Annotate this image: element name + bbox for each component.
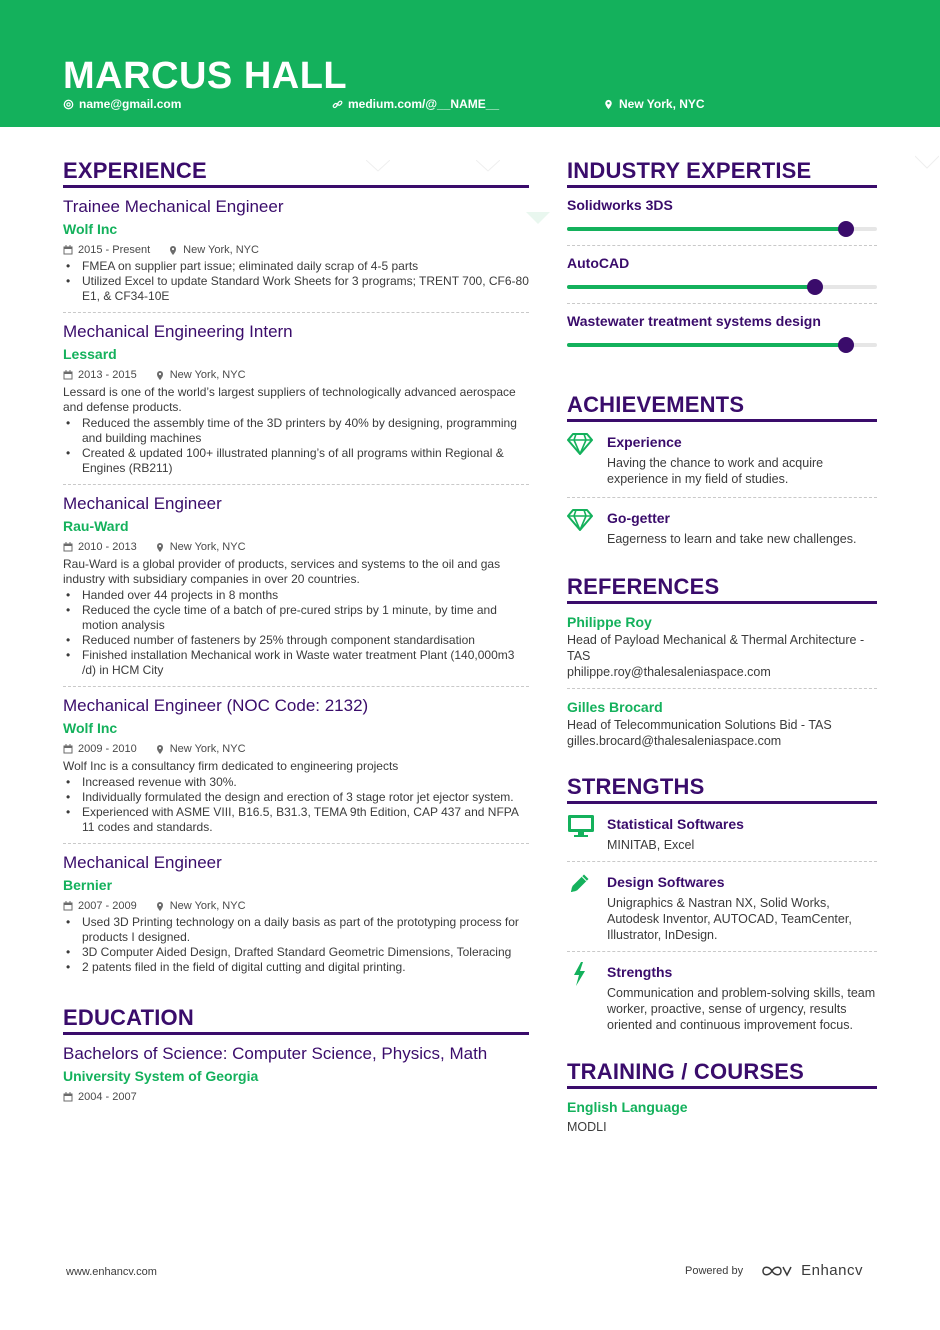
company-name: Rau-Ward — [63, 518, 129, 534]
calendar-icon — [63, 1092, 73, 1102]
email-contact[interactable] — [63, 97, 181, 111]
job-meta — [63, 367, 529, 383]
expertise-list — [567, 188, 877, 361]
enhancv-logo-icon — [761, 1263, 793, 1279]
job-location — [155, 898, 246, 914]
achievement-description: Having the chance to work and acquire experience in my field of studies. — [607, 456, 824, 486]
bullet-item: • Experienced with ASME VIII, B16.5, B31.3, TEMA 9th Edition, CAP 437 and NFPA 11 codes and standards. — [63, 805, 529, 835]
education-meta — [63, 1089, 529, 1105]
achievements-heading: ACHIEVEMENTS — [567, 392, 877, 422]
link-icon — [332, 99, 343, 110]
location-pin-icon — [155, 370, 165, 380]
skill-level-fill — [567, 343, 846, 347]
strength-description: Communication and problem-solving skills, team worker, proactive, sense of urgency, results oriented and continuous improvement focus. — [607, 986, 876, 1032]
strengths-heading: STRENGTHS — [567, 774, 877, 804]
education-entry — [63, 1035, 529, 1113]
skill-level-bar — [567, 343, 877, 347]
job-dates — [63, 539, 137, 555]
job-dates — [63, 242, 150, 258]
skill-level-marker — [838, 337, 854, 353]
reference-email[interactable]: philippe.roy@thalesaleniaspace.com — [567, 665, 771, 679]
bullet-item: • Increased revenue with 30%. — [63, 775, 529, 790]
education-dates — [63, 1089, 137, 1105]
job-title: Mechanical Engineer — [63, 494, 222, 513]
strength-title: Statistical Softwares — [607, 816, 744, 832]
achievement-title: Experience — [607, 434, 682, 450]
footer-website[interactable]: www.enhancv.com — [66, 1266, 157, 1278]
experience-entry — [63, 313, 529, 485]
job-dates — [63, 367, 137, 383]
bullet-item: • Finished installation Mechanical work in Waste water treatment Plant (140,000m3 /d) in HCM City — [63, 648, 529, 678]
strength-item — [567, 862, 877, 952]
achievement-icon-wrap — [567, 432, 607, 487]
references-heading: REFERENCES — [567, 574, 877, 604]
job-location-text: New York, NYC — [169, 541, 246, 553]
experience-list — [63, 188, 529, 983]
job-meta — [63, 898, 529, 914]
strength-item — [567, 804, 877, 862]
education-heading: EDUCATION — [63, 1005, 529, 1035]
location-pin-icon — [603, 99, 614, 110]
bullet-item: • 2 patents filed in the field of digital cutting and digital printing. — [63, 960, 529, 975]
website-contact[interactable] — [332, 97, 499, 111]
location-pin-icon — [155, 744, 165, 754]
achievement-item — [567, 498, 877, 557]
location-pin-icon — [155, 901, 165, 911]
diamond-icon — [567, 508, 593, 532]
achievement-item — [567, 422, 877, 498]
footer-branding[interactable] — [685, 1262, 863, 1279]
job-dates — [63, 898, 137, 914]
degree-title: Bachelors of Science: Computer Science, Physics, Math — [63, 1044, 488, 1063]
course-name: English Language — [567, 1099, 688, 1115]
calendar-icon — [63, 901, 73, 911]
strength-icon-wrap — [567, 814, 607, 853]
references-list — [567, 604, 877, 757]
skill-name: Solidworks 3DS — [567, 197, 673, 213]
email-text: name@gmail.com — [79, 97, 182, 111]
bullet-item: • Individually formulated the design and erection of 3 stage rotor jet ejector system. — [63, 790, 529, 805]
job-bullets — [63, 588, 529, 678]
job-meta — [63, 741, 529, 757]
calendar-icon — [63, 744, 73, 754]
strengths-list — [567, 804, 877, 1041]
achievement-body — [607, 432, 877, 487]
bullet-item: • Reduced the assembly time of the 3D printers by 40% by designing, programming and building machines — [63, 416, 529, 446]
job-title: Mechanical Engineer — [63, 853, 222, 872]
course-organization: MODLI — [567, 1120, 607, 1134]
school-name: University System of Georgia — [63, 1068, 259, 1084]
job-location-text: New York, NYC — [169, 900, 246, 912]
strength-icon-wrap — [567, 872, 607, 943]
job-location — [168, 242, 259, 258]
job-title: Mechanical Engineer (NOC Code: 2132) — [63, 696, 369, 715]
bullet-item: • 3D Computer Aided Design, Drafted Standard Geometric Dimensions, Toleracing — [63, 945, 529, 960]
reference-name: Philippe Roy — [567, 614, 652, 630]
strength-item — [567, 952, 877, 1041]
job-description: Lessard is one of the world’s largest suppliers of technologically advanced aerospace and defense products. — [63, 385, 516, 414]
diamond-icon — [567, 432, 593, 456]
job-description: Wolf Inc is a consultancy firm dedicated to engineering projects — [63, 759, 399, 773]
lightning-icon — [567, 962, 595, 986]
skill-name: Wastewater treatment systems design — [567, 313, 821, 329]
calendar-icon — [63, 542, 73, 552]
calendar-icon — [63, 370, 73, 380]
job-location — [155, 741, 246, 757]
pencil-icon — [567, 872, 595, 896]
job-dates-text: 2015 - Present — [78, 244, 151, 256]
strength-description: Unigraphics & Nastran NX, Solid Works, Autodesk Inventor, AUTOCAD, TeamCenter, Illustrator, InDesign. — [607, 896, 852, 942]
at-icon — [63, 99, 74, 110]
job-title: Mechanical Engineering Intern — [63, 322, 293, 341]
job-bullets — [63, 416, 529, 476]
reference-role: Head of Telecommunication Solutions Bid - TAS — [567, 718, 832, 732]
bullet-item: • Handed over 44 projects in 8 months — [63, 588, 529, 603]
achievements-list — [567, 422, 877, 557]
job-location — [155, 539, 246, 555]
website-text: medium.com/@__NAME__ — [348, 97, 500, 111]
bullet-item: • Created & updated 100+ illustrated planning’s of all programs within Regional & Engines (RB211) — [63, 446, 529, 476]
job-dates-text: 2007 - 2009 — [78, 900, 137, 912]
reference-email[interactable]: gilles.brocard@thalesaleniaspace.com — [567, 734, 782, 748]
bullet-item: • Used 3D Printing technology on a daily basis as part of the prototyping process for products I designed. — [63, 915, 529, 945]
company-name: Wolf Inc — [63, 720, 118, 736]
experience-entry — [63, 687, 529, 844]
skill-item — [567, 304, 877, 361]
bullet-item: • FMEA on supplier part issue; eliminated daily scrap of 4-5 parts — [63, 259, 529, 274]
strength-title: Strengths — [607, 964, 673, 980]
job-meta — [63, 242, 529, 258]
skill-level-marker — [838, 221, 854, 237]
header-banner — [0, 0, 940, 127]
job-location-text: New York, NYC — [183, 244, 259, 256]
strength-body — [607, 962, 877, 1033]
job-bullets — [63, 775, 529, 835]
training-heading: TRAINING / COURSES — [567, 1059, 877, 1089]
job-bullets — [63, 259, 529, 304]
location-text: New York, NYC — [619, 97, 705, 111]
job-location — [155, 367, 246, 383]
powered-by-text: Powered by — [685, 1264, 744, 1277]
company-name: Lessard — [63, 346, 117, 362]
education-dates-text: 2004 - 2007 — [78, 1091, 137, 1103]
skill-name: AutoCAD — [567, 255, 630, 271]
experience-entry — [63, 188, 529, 313]
bullet-item: • Reduced the cycle time of a batch of pre-cured strips by 1 minute, by time and motion analysis — [63, 603, 529, 633]
achievement-icon-wrap — [567, 508, 607, 547]
skill-item — [567, 188, 877, 246]
company-name: Bernier — [63, 877, 113, 893]
experience-entry — [63, 485, 529, 687]
bullet-item: • Reduced number of fasteners by 25% through component standardisation — [63, 633, 529, 648]
job-dates-text: 2013 - 2015 — [78, 369, 137, 381]
experience-entry — [63, 844, 529, 983]
candidate-name: MARCUS HALL — [63, 55, 348, 97]
right-column — [567, 158, 877, 1136]
skill-level-bar — [567, 285, 877, 289]
enhancv-brand-text: Enhancv — [801, 1262, 863, 1279]
reference-name: Gilles Brocard — [567, 699, 663, 715]
job-description: Rau-Ward is a global provider of products, services and systems to the oil and gas industry with subsidiary companies in over 20 countries. — [63, 557, 501, 586]
calendar-icon — [63, 245, 73, 255]
skill-item — [567, 246, 877, 304]
experience-heading: EXPERIENCE — [63, 158, 529, 188]
job-dates-text: 2009 - 2010 — [78, 743, 137, 755]
location-contact — [603, 97, 705, 111]
achievement-title: Go-getter — [607, 510, 670, 526]
job-meta — [63, 539, 529, 555]
company-name: Wolf Inc — [63, 221, 118, 237]
skill-level-bar — [567, 227, 877, 231]
reference-item — [567, 689, 877, 757]
strength-body — [607, 872, 877, 943]
achievement-description: Eagerness to learn and take new challenges. — [607, 532, 857, 546]
left-column — [63, 158, 529, 1113]
job-title: Trainee Mechanical Engineer — [63, 197, 284, 216]
strength-body — [607, 814, 744, 853]
monitor-icon — [567, 814, 595, 838]
achievement-body — [607, 508, 856, 547]
job-dates — [63, 741, 137, 757]
decor-chevron — [915, 155, 939, 171]
job-location-text: New York, NYC — [169, 743, 246, 755]
strength-title: Design Softwares — [607, 874, 725, 890]
decor-triangle — [526, 212, 550, 226]
expertise-heading: INDUSTRY EXPERTISE — [567, 158, 877, 188]
job-dates-text: 2010 - 2013 — [78, 541, 137, 553]
skill-level-fill — [567, 227, 846, 231]
bullet-item: • Utilized Excel to update Standard Work Sheets for 3 programs; TRENT 700, CF6-80 E1, & CF34-10E — [63, 274, 529, 304]
strength-icon-wrap — [567, 962, 607, 1033]
skill-level-fill — [567, 285, 815, 289]
strength-description: MINITAB, Excel — [607, 838, 695, 852]
reference-role: Head of Payload Mechanical & Thermal Architecture - TAS — [567, 633, 865, 663]
location-pin-icon — [168, 245, 178, 255]
reference-item — [567, 604, 877, 689]
skill-level-marker — [807, 279, 823, 295]
job-location-text: New York, NYC — [169, 369, 246, 381]
location-pin-icon — [155, 542, 165, 552]
job-bullets — [63, 915, 529, 975]
